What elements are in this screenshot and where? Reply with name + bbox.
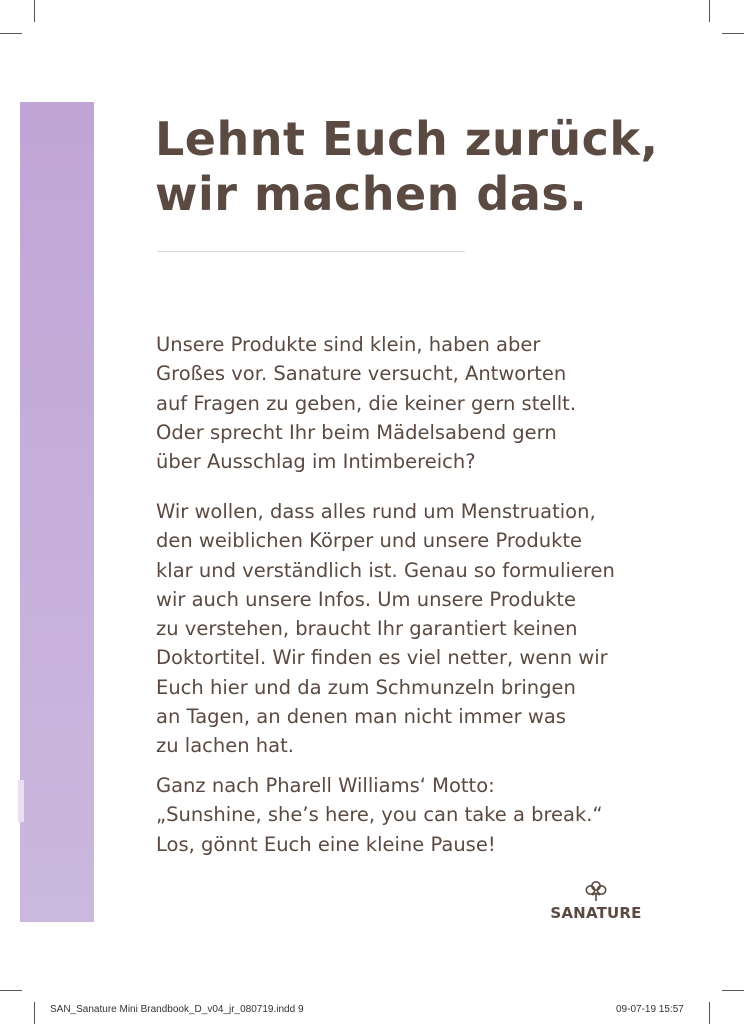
paragraph-intro bbox=[156, 330, 676, 476]
crop-mark-bottom-left-h bbox=[0, 990, 22, 991]
paragraph-line: Wir wollen, dass alles rund um Menstruation, bbox=[156, 500, 596, 523]
crop-mark-bottom-right bbox=[709, 1002, 710, 1024]
paragraph-line: Ganz nach Pharell Williams‘ Motto: bbox=[156, 774, 495, 797]
paragraph-line: den weiblichen Körper und unsere Produkte bbox=[156, 529, 583, 553]
paragraph-line: Unsere Produkte sind klein, haben aber bbox=[156, 333, 541, 356]
headline-line: wir machen das. bbox=[155, 167, 588, 221]
paragraph-line: Euch hier und da zum Schmunzeln bringen bbox=[156, 675, 576, 699]
paragraph-line: zu lachen hat. bbox=[156, 734, 294, 758]
paragraph-line: Los, gönnt Euch eine kleine Pause! bbox=[156, 832, 496, 856]
crop-mark-bottom-left bbox=[34, 1002, 35, 1024]
purple-accent-bar bbox=[20, 102, 94, 922]
paragraph-line: an Tagen, an denen man nicht immer was bbox=[156, 705, 566, 729]
crop-mark-top-left bbox=[34, 0, 35, 22]
paragraph-mission bbox=[156, 497, 676, 761]
sanature-logo bbox=[548, 880, 644, 926]
paragraph-line: auf Fragen zu geben, die keiner gern stellt. bbox=[156, 391, 577, 415]
page-headline bbox=[155, 112, 715, 222]
headline-line: Lehnt Euch zurück, bbox=[155, 112, 659, 166]
paragraph-line: Doktortitel. Wir finden es viel netter, wenn wir bbox=[156, 646, 608, 670]
crop-mark-top-right bbox=[709, 0, 710, 22]
paragraph-line: wir auch unsere Infos. Um unsere Produkte bbox=[156, 587, 577, 611]
paragraph-line: klar und verständlich ist. Genau so formulieren bbox=[156, 558, 615, 582]
logo-wordmark: SANATURE bbox=[550, 904, 642, 922]
crop-mark-top-right-h bbox=[722, 33, 744, 34]
paragraph-line: zu verstehen, braucht Ihr garantiert keinen bbox=[156, 617, 578, 641]
headline-divider bbox=[157, 251, 465, 252]
paragraph-line: „Sunshine, she’s here, you can take a break.“ bbox=[156, 803, 603, 827]
accent-bar-notch bbox=[18, 780, 24, 822]
paragraph-motto bbox=[156, 771, 676, 859]
cotton-flower-icon bbox=[584, 880, 608, 902]
paragraph-line: über Ausschlag im Intimbereich? bbox=[156, 450, 476, 474]
print-slug-file: SAN_Sanature Mini Brandbook_D_v04_jr_080719.indd 9 bbox=[50, 1004, 304, 1015]
paragraph-line: Oder sprecht Ihr beim Mädelsabend gern bbox=[156, 420, 557, 444]
paragraph-line: Großes vor. Sanature versucht, Antworten bbox=[156, 362, 567, 386]
crop-mark-top-left-h bbox=[0, 33, 22, 34]
print-slug-date: 09-07-19 15:57 bbox=[616, 1004, 684, 1015]
crop-mark-bottom-right-h bbox=[722, 990, 744, 991]
